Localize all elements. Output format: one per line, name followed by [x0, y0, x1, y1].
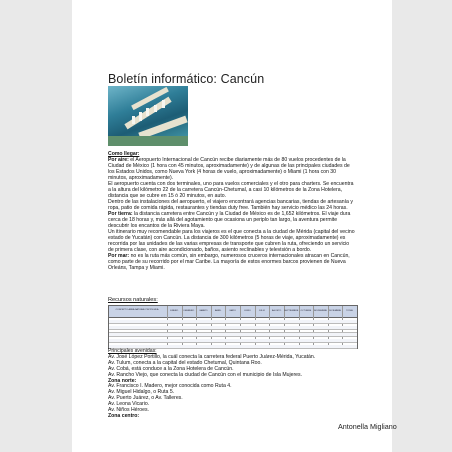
- avenidas-section: [108, 349, 356, 420]
- recursos-naturales-label: Recursos naturales:: [108, 297, 158, 303]
- author-name: Antonella Migliano: [338, 422, 397, 431]
- norte-line: Av. Leona Vicario.: [108, 401, 150, 408]
- instalaciones-paragraph: Dentro de las instalaciones del aeropuerto, el viajero encontrará agencias bancarias, tiendas de artesanía y ropa, patio de comida rápida, restaurantes y tiendas duty free. También hay servicio médico las 24 horas.: [108, 199, 353, 211]
- por-mar-text: no es la ruta más común, sin embargo, numerosos cruceros internacionales atracan en Cancún, como parte de su recorrido por el mar Caribe. La mayoría de estos enormes barcos provienen de Nueva Orleáns, Tampa y Miami.: [108, 253, 350, 271]
- como-llegar-section: [108, 151, 356, 271]
- norte-line: Av. Miguel Hidalgo, o Ruta 5.: [108, 389, 175, 396]
- table-column-header: DICIEMBRE: [328, 310, 342, 312]
- table-column-header: ABRIL: [214, 310, 222, 312]
- norte-line: Av. Niños Héroes.: [108, 407, 149, 414]
- norte-line: Av. Francisco I. Madero, mejor conocida como Ruta 4.: [108, 383, 232, 390]
- por-tierra-text: la distancia carretera entre Cancún y la Ciudad de México es de 1,652 kilómetros. El viaje dura cerca de 18 horas y, más allá del agotamiento que ocasiona un periplo tan largo, la aventura permite descubrir los encantos de la Riviera Maya.: [108, 211, 351, 229]
- avenida-line: Av. José López Portillo, la cuál conecta la carretera federal Puerto Juárez-Mérida, Yucatán.: [108, 353, 316, 360]
- cancun-aerial-photo: [108, 86, 188, 146]
- avenidas-heading: Principales avenidas:: [108, 348, 157, 354]
- itinerario-paragraph: Un itinerario muy recomendable para los viajeros es el que conecta a la ciudad de Mérida (capital del vecino estado de Yucatán) con Cancún. La distancia de 300 kilómetros (5 horas de viaje, aproximadamente) es recorrida por las unidades de las varias empresas de transporte que cubren la ruta, ofreciendo un servicio de primera clase, con aire acondicionado, baños, asiento reclinables y televisión a bordo.: [108, 229, 355, 253]
- table-column-header: TOTAL: [346, 310, 354, 312]
- avenida-line: Av. Cobá, está conduce a la Zona Hotelera de Cancún.: [108, 365, 234, 372]
- table-header-first: CONCEPTO ÁREA NATURAL PROTEGIDA: [115, 309, 159, 311]
- table-column-header: OCTUBRE: [300, 310, 312, 312]
- aeropuerto-paragraph: El aeropuerto cuenta con dos terminales, uno para vuelos comerciales y el otro para charters. Se encuentra a la altura del kilómetro 22 de la carretera Cancún-Chetumal, a casi 10 kilómetros de la Zona Hotelera, distancia que se cubre en 15 ó 20 minutos, en auto.: [108, 181, 354, 199]
- document-title: Boletín informático: Cancún: [108, 72, 265, 86]
- table-column-header: MARZO: [199, 310, 208, 312]
- table-column-header: SEPTIEMBRE: [284, 310, 299, 312]
- table-column-header: JUNIO: [244, 310, 251, 312]
- table-column-header: AGOSTO: [271, 310, 282, 312]
- por-mar-paragraph: [108, 253, 356, 271]
- recursos-table: [108, 305, 358, 349]
- norte-line: Av. Puerto Juárez, o Av. Talleres.: [108, 395, 183, 402]
- por-tierra-paragraph: [108, 211, 356, 229]
- por-aire-paragraph: [108, 157, 356, 181]
- avenida-line: Av. Tulum, conecta a la capital del estado Chetumal, Quintana Roo.: [108, 359, 262, 366]
- table-column-header: NOVIEMBRE: [313, 310, 328, 312]
- zona-centro-label: Zona centro:: [108, 412, 140, 419]
- por-mar-label: Por mar:: [108, 253, 130, 259]
- por-aire-label: Por aire:: [108, 157, 129, 163]
- table-column-header: ENERO: [170, 310, 179, 312]
- por-aire-text: el Aeropuerto Internacional de Cancún recibe diariamente más de 80 vuelos procedentes de la Ciudad de México (1 hora con 45 minutos, aproximadamente) y de algunas de las principales ciudades de los Estados Unidos, como Nueva York (4 horas de vuelo, aproximadamente) o Miami (1 hora con 30 minutos, aproximadamente).: [108, 157, 350, 181]
- table-column-header: JULIO: [258, 310, 266, 312]
- como-llegar-heading: Como llegar:: [108, 151, 140, 157]
- table-column-header: MAYO: [229, 310, 236, 312]
- avenida-line: Av. Rancho Viejo, que conecta la ciudad de Cancún con el municipio de Isla Mujeres.: [108, 371, 303, 378]
- zona-norte-label: Zona norte:: [108, 377, 137, 384]
- zona-centro-heading: [108, 414, 356, 420]
- table-column-header: FEBRERO: [183, 310, 195, 312]
- por-tierra-label: Por tierra:: [108, 211, 133, 217]
